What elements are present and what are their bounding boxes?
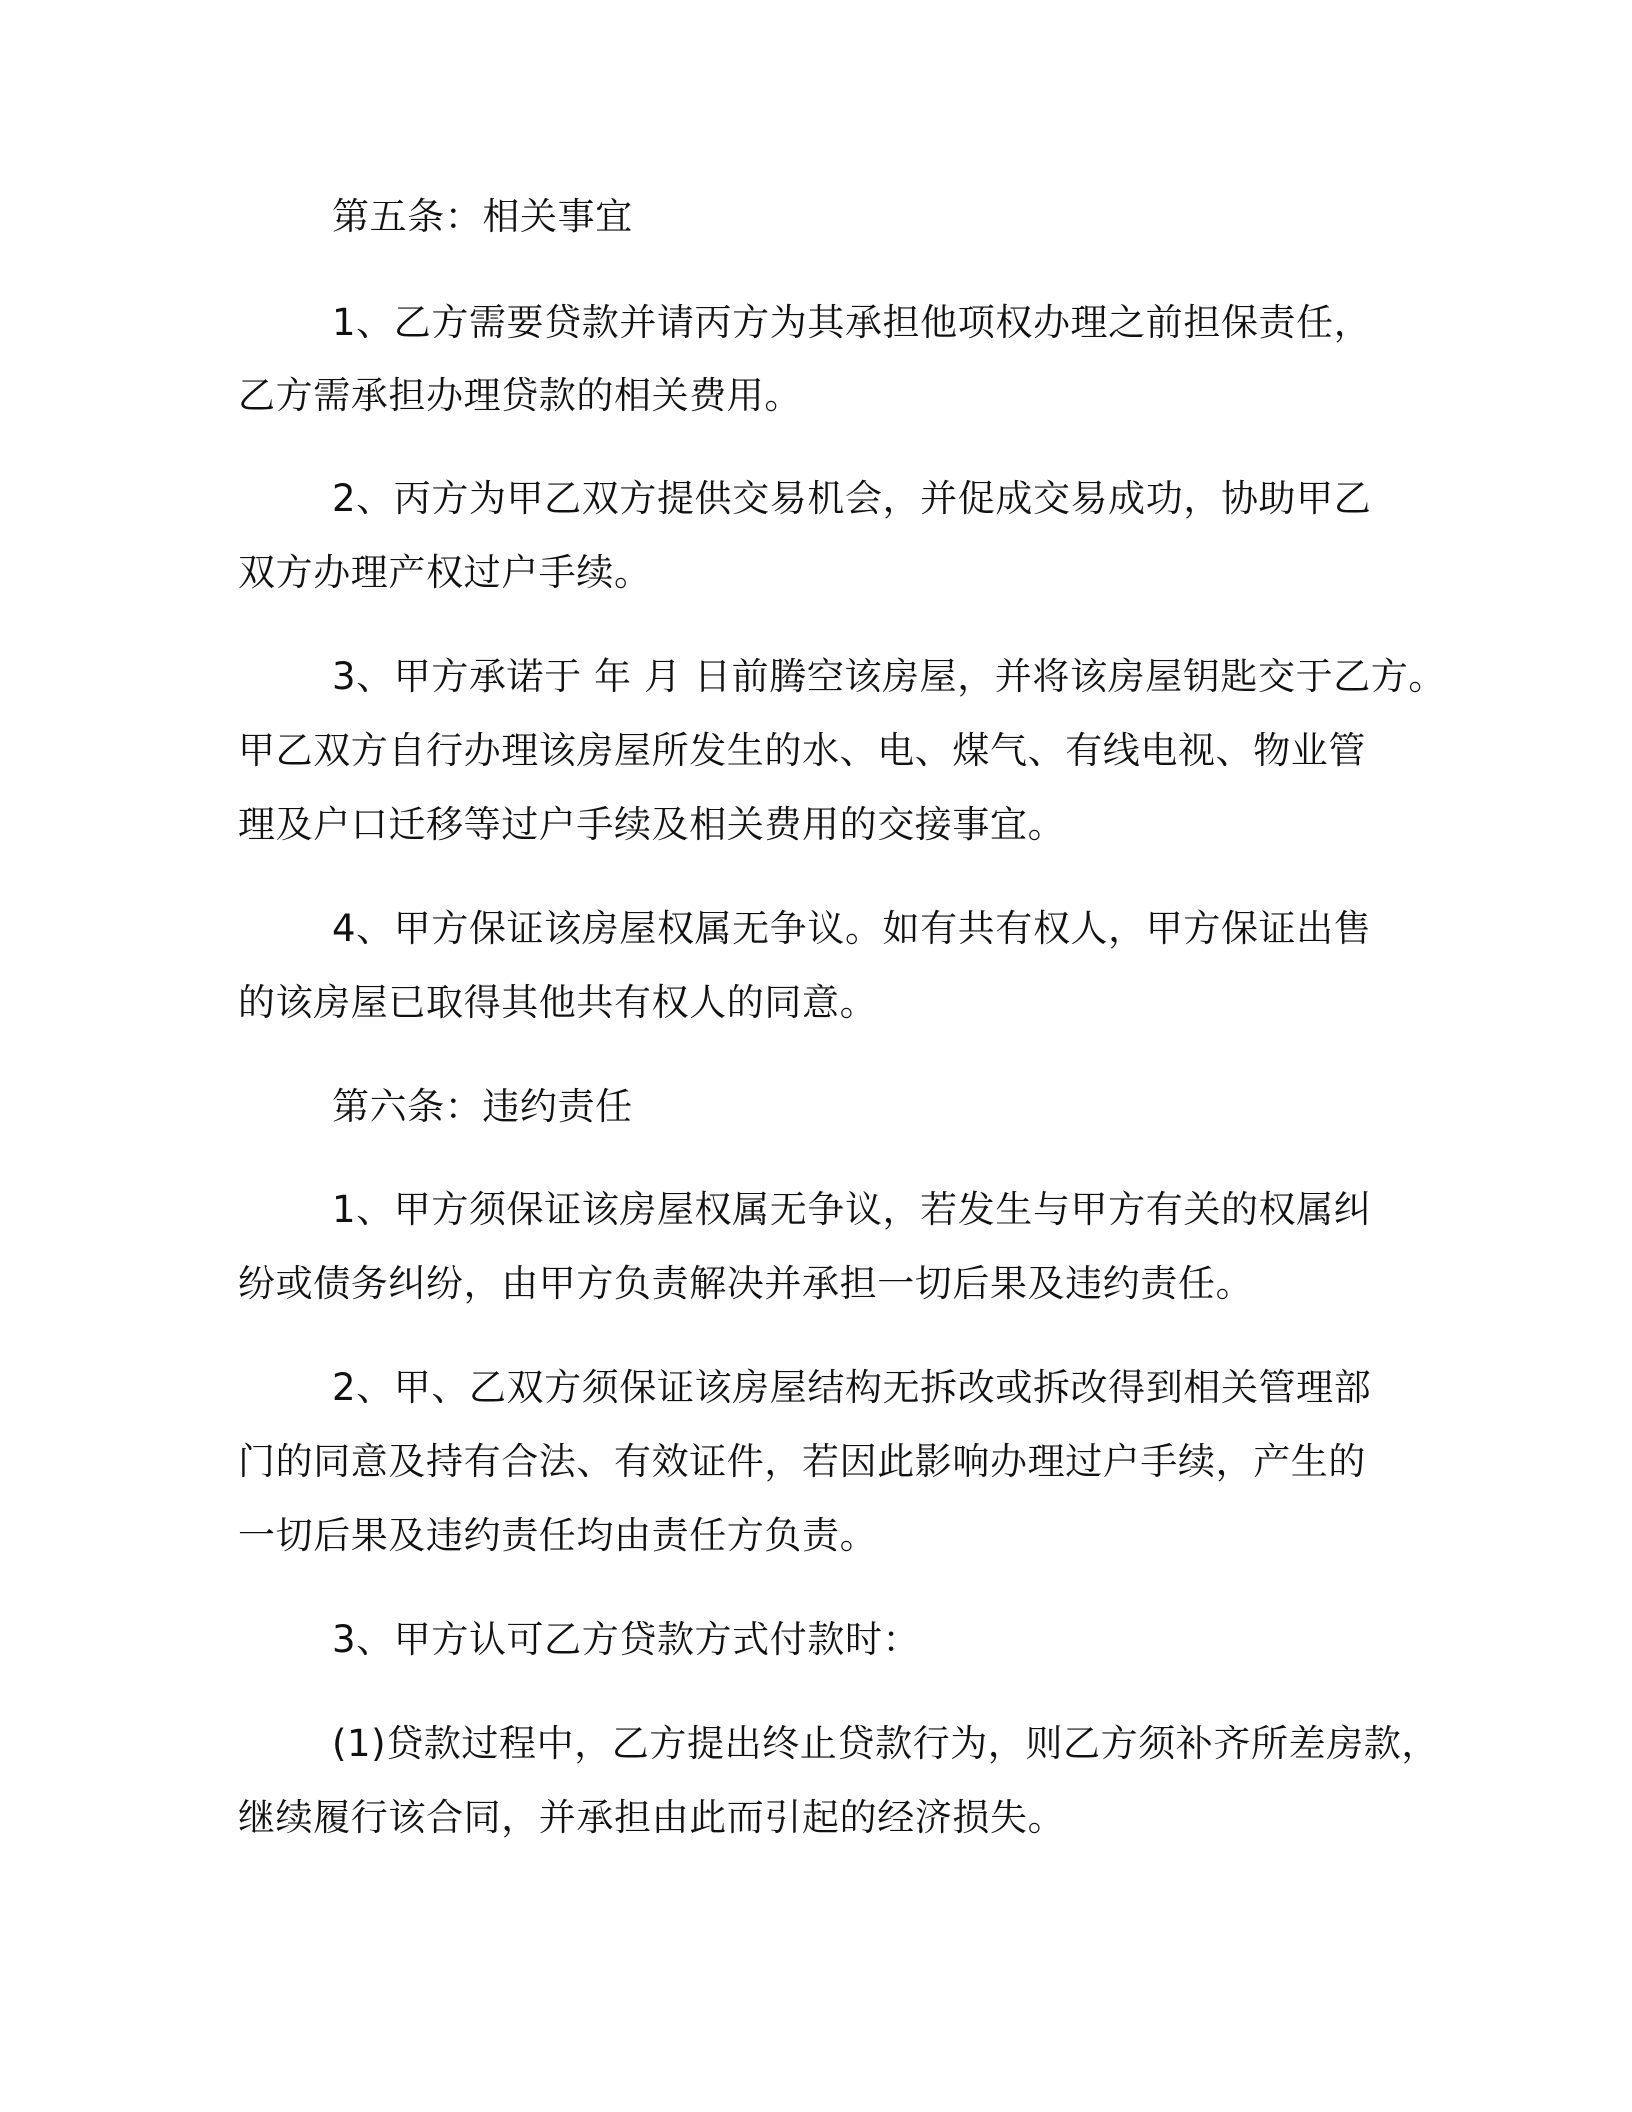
paragraph-line: 双方办理产权过户手续。 <box>238 551 652 594</box>
paragraph-line: 门的同意及持有合法、有效证件，若因此影响办理过户手续，产生的 <box>238 1440 1366 1483</box>
section-heading-5: 第五条：相关事宜 <box>332 195 633 238</box>
paragraph-line: 继续履行该合同，并承担由此而引起的经济损失。 <box>238 1796 1066 1839</box>
section-heading-6: 第六条：违约责任 <box>332 1085 633 1128</box>
paragraph-line: 纷或债务纠纷，由甲方负责解决并承担一切后果及违约责任。 <box>238 1262 1254 1305</box>
paragraph-line: 3、甲方承诺于 年 月 日前腾空该房屋，并将该房屋钥匙交于乙方。 <box>332 655 1447 698</box>
paragraph-line: 甲乙双方自行办理该房屋所发生的水、电、煤气、有线电视、物业管 <box>238 729 1366 772</box>
paragraph-line: 理及户口迁移等过户手续及相关费用的交接事宜。 <box>238 803 1066 846</box>
paragraph-line: 一切后果及违约责任均由责任方负责。 <box>238 1514 878 1557</box>
paragraph-line: 2、甲、乙双方须保证该房屋结构无拆改或拆改得到相关管理部 <box>332 1366 1372 1409</box>
paragraph-line: (1)贷款过程中，乙方提出终止贷款行为，则乙方须补齐所差房款， <box>332 1722 1440 1765</box>
paragraph-line: 3、甲方认可乙方贷款方式付款时： <box>332 1618 921 1661</box>
paragraph-line: 2、丙方为甲乙双方提供交易机会，并促成交易成功，协助甲乙 <box>332 477 1372 520</box>
paragraph-line: 的该房屋已取得其他共有权人的同意。 <box>238 981 878 1024</box>
paragraph-line: 4、甲方保证该房屋权属无争议。如有共有权人，甲方保证出售 <box>332 907 1372 950</box>
paragraph-line: 乙方需承担办理贷款的相关费用。 <box>238 374 802 417</box>
paragraph-line: 1、乙方需要贷款并请丙方为其承担他项权办理之前担保责任， <box>332 301 1372 344</box>
paragraph-line: 1、甲方须保证该房屋权属无争议，若发生与甲方有关的权属纠 <box>332 1188 1372 1231</box>
